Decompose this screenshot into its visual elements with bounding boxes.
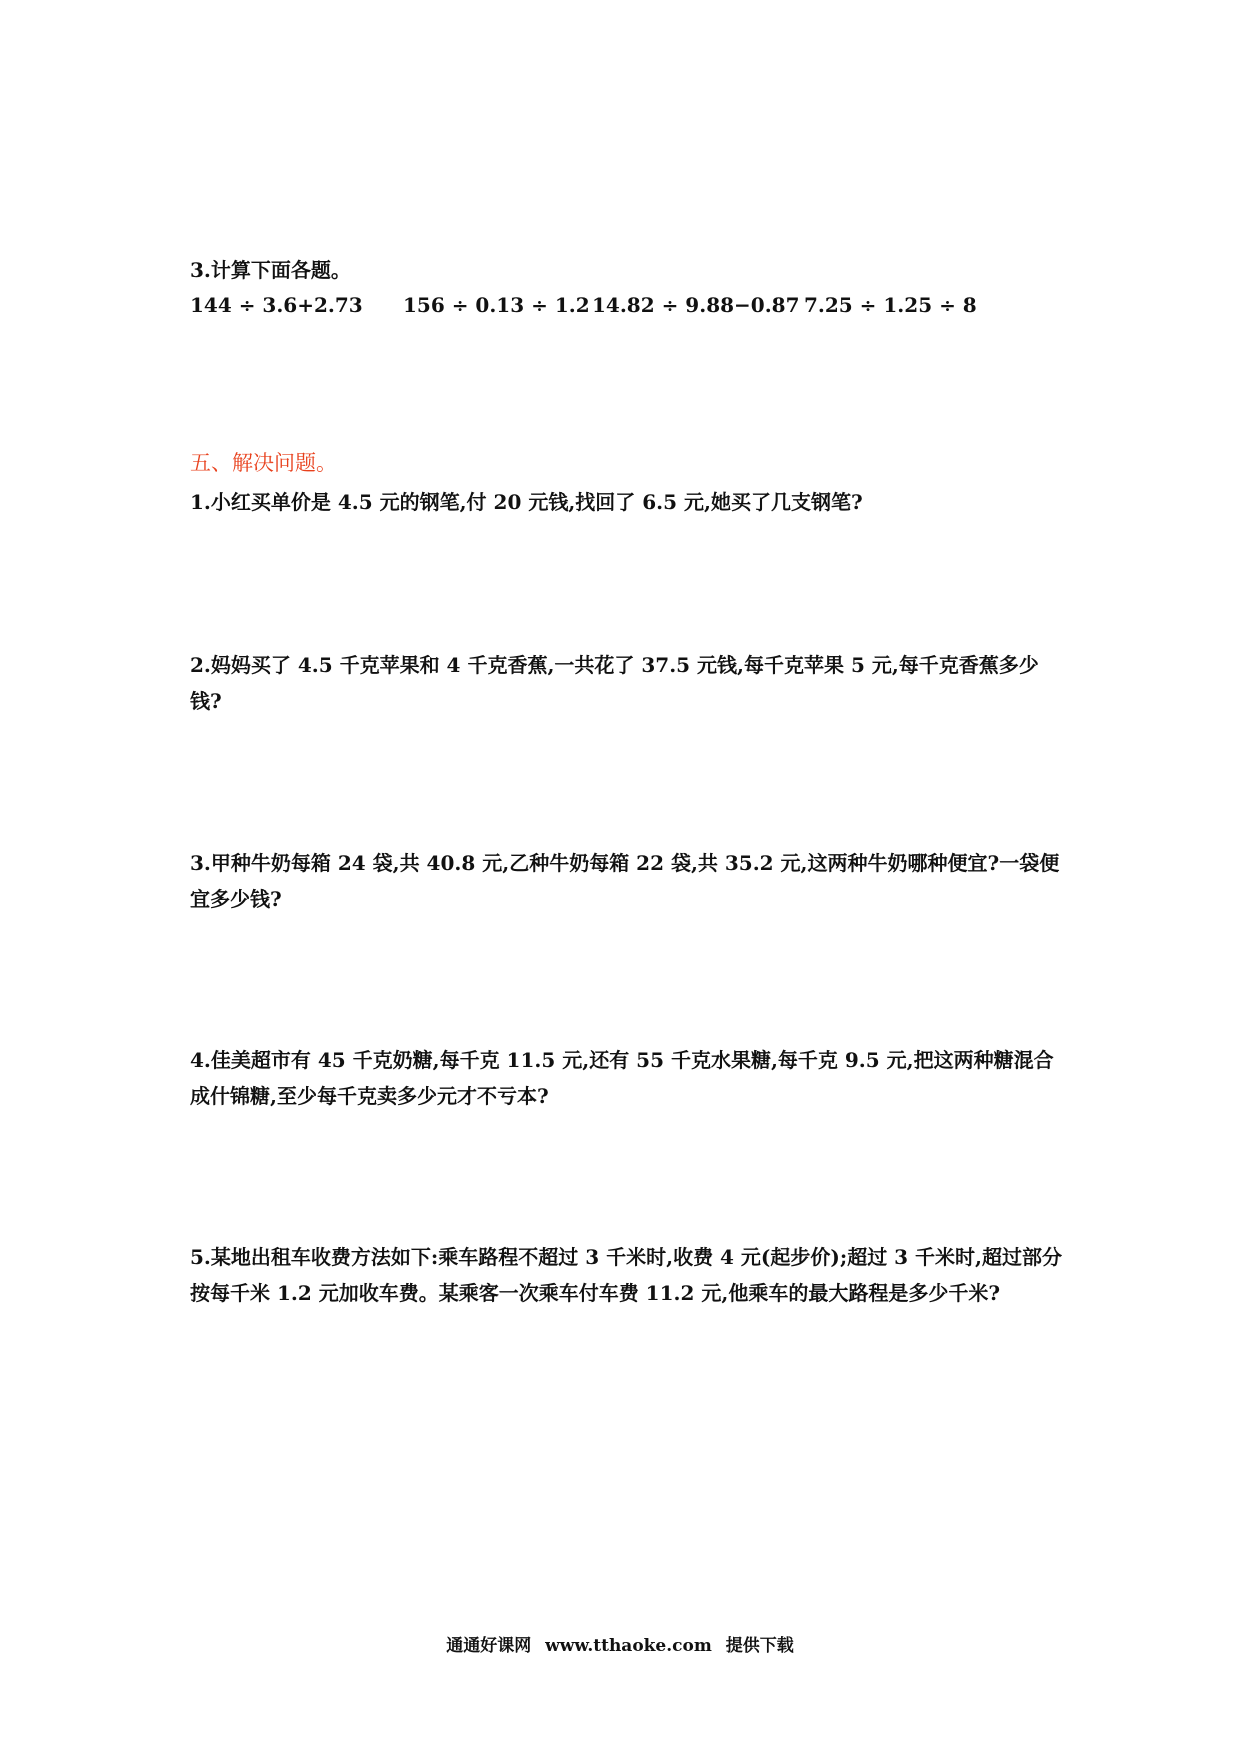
expression-2: 156 ÷ 0.13 ÷ 1.2 — [403, 293, 590, 317]
expression-1: 144 ÷ 3.6+2.73 — [190, 293, 363, 317]
calc-heading: 3.计算下面各题。 — [190, 258, 351, 282]
expression-4: 7.25 ÷ 1.25 ÷ 8 — [804, 293, 977, 317]
problem-2: 2.妈妈买了 4.5 千克苹果和 4 千克香蕉,一共花了 37.5 元钱,每千克苹果 5 元,每千克香蕉多少钱? — [190, 653, 1039, 713]
page-footer — [0, 1632, 1240, 1660]
expression-3: 14.82 ÷ 9.88−0.87 — [592, 293, 800, 317]
problem-1: 1.小红买单价是 4.5 元的钢笔,付 20 元钱,找回了 6.5 元,她买了几支钢笔? — [190, 490, 863, 514]
footer-site-name: 通通好课网 — [446, 1636, 532, 1656]
problem-5: 5.某地出租车收费方法如下:乘车路程不超过 3 千米时,收费 4 元(起步价);超过 3 千米时,超过部分按每千米 1.2 元加收车费。某乘客一次乘车付车费 11.2 元,他乘车的最大路程是多少千米? — [190, 1245, 1063, 1305]
problem-4: 4.佳美超市有 45 千克奶糖,每千克 11.5 元,还有 55 千克水果糖,每千克 9.5 元,把这两种糖混合成什锦糖,至少每千克卖多少元才不亏本? — [190, 1048, 1054, 1108]
footer-url[interactable]: www.tthaoke.com — [545, 1636, 712, 1656]
footer-suffix: 提供下载 — [725, 1636, 794, 1656]
problem-3: 3.甲种牛奶每箱 24 袋,共 40.8 元,乙种牛奶每箱 22 袋,共 35.2 元,这两种牛奶哪种便宜?一袋便宜多少钱? — [190, 851, 1060, 911]
section-title: 五、解决问题。 — [190, 451, 337, 475]
calc-expressions — [190, 287, 1070, 323]
